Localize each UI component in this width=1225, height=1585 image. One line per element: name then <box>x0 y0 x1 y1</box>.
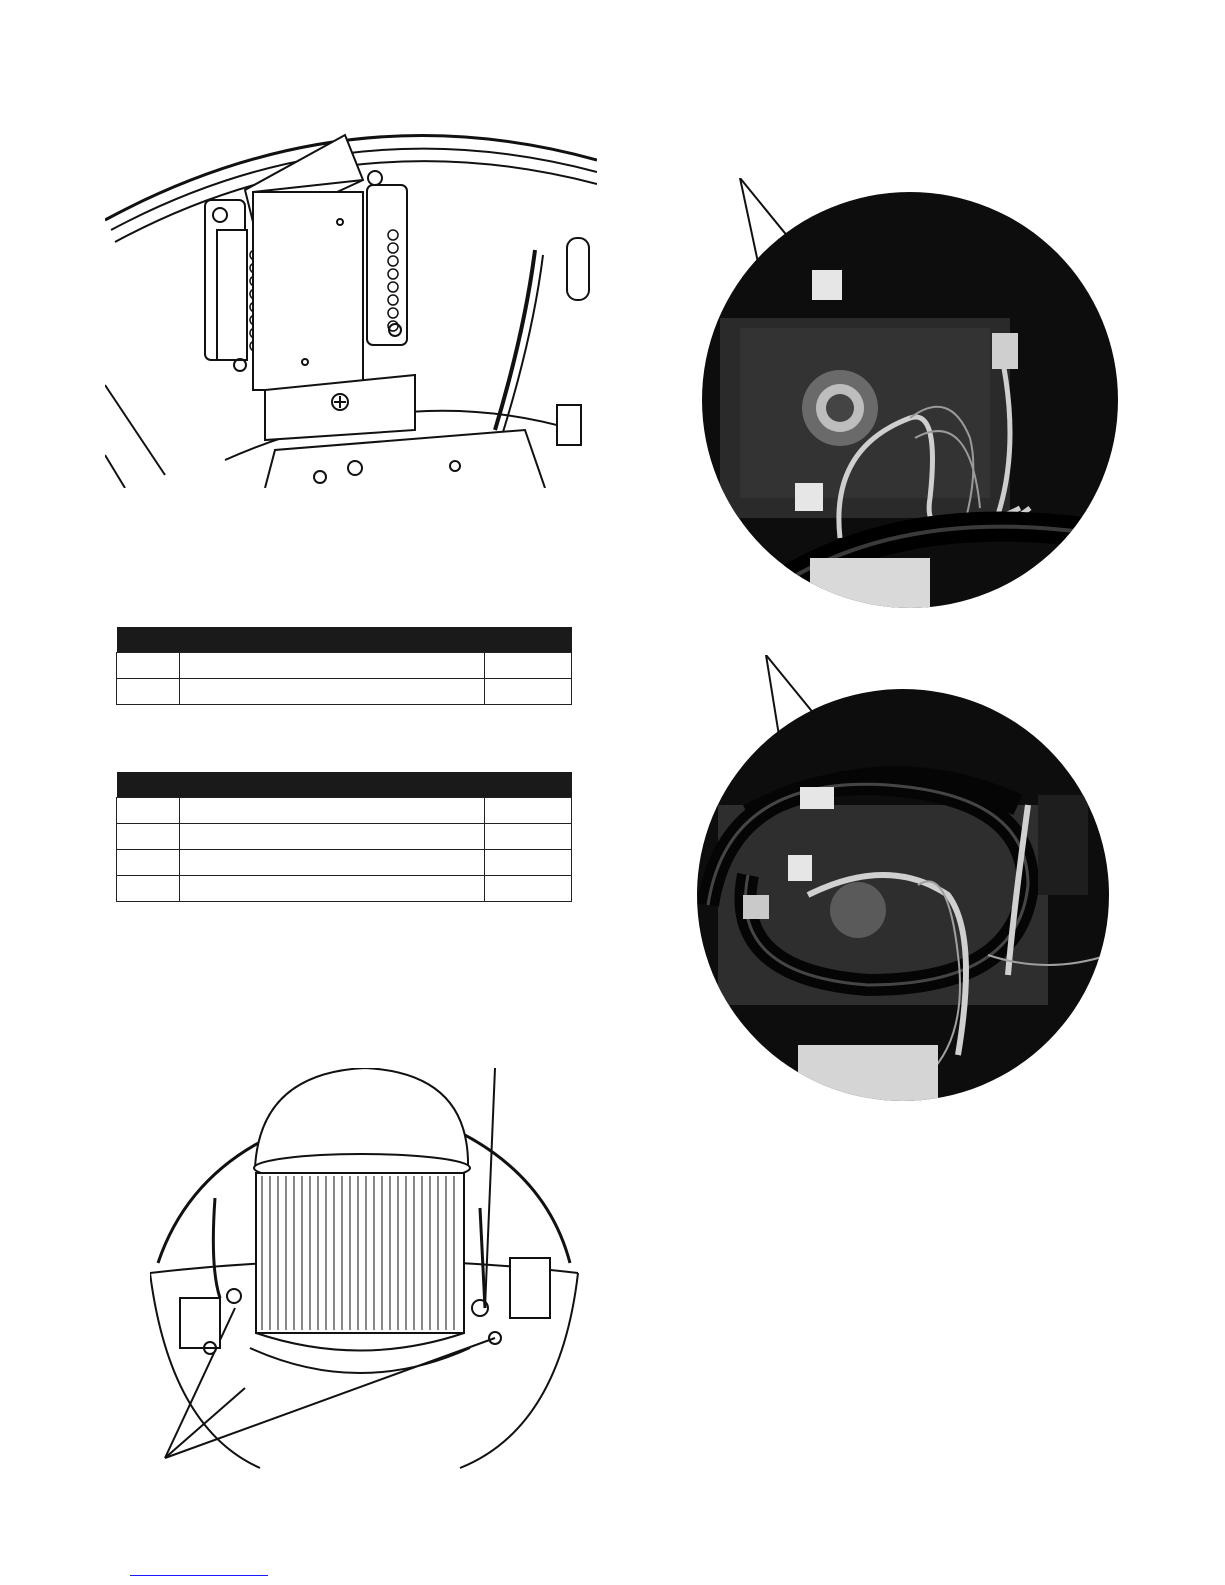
table-row <box>117 850 572 876</box>
table-cell <box>180 798 485 824</box>
table-cell <box>180 653 485 679</box>
table-cell <box>117 679 180 705</box>
table-header-cell <box>117 627 180 653</box>
table-cell <box>180 876 485 902</box>
table-header-cell <box>117 772 180 798</box>
table-row <box>117 679 572 705</box>
table-cell <box>485 679 572 705</box>
table-header-cell <box>180 772 485 798</box>
table-row <box>117 798 572 824</box>
table-header-cell <box>485 772 572 798</box>
table-cell <box>180 824 485 850</box>
camera-back-plate-photo-icon <box>700 178 1120 622</box>
table-cell <box>117 850 180 876</box>
spec-table-1 <box>116 627 572 705</box>
table-row <box>117 653 572 679</box>
table-cell <box>485 798 572 824</box>
table-cell <box>485 653 572 679</box>
table-header-row <box>117 627 572 653</box>
dome-camera-line-drawing-icon <box>150 1068 580 1472</box>
power-supply-line-drawing-icon <box>105 130 597 492</box>
table-cell <box>485 824 572 850</box>
table-cell <box>180 850 485 876</box>
power-supply-drawing <box>105 130 597 492</box>
spec-table-2 <box>116 772 572 902</box>
footer-link-underline[interactable] <box>130 1575 268 1576</box>
table-cell <box>485 876 572 902</box>
wiring-photo-top <box>700 178 1120 622</box>
table-cell <box>485 850 572 876</box>
table-header-cell <box>180 627 485 653</box>
table-cell <box>117 876 180 902</box>
table-row <box>117 876 572 902</box>
table-cell <box>180 679 485 705</box>
table-cell <box>117 798 180 824</box>
table-cell <box>117 653 180 679</box>
table-header-cell <box>485 627 572 653</box>
table-header-row <box>117 772 572 798</box>
table-cell <box>117 824 180 850</box>
wiring-photo-bottom <box>688 655 1118 1103</box>
bundled-cables-photo-icon <box>688 655 1118 1103</box>
table-row <box>117 824 572 850</box>
dome-drawing <box>150 1068 580 1472</box>
